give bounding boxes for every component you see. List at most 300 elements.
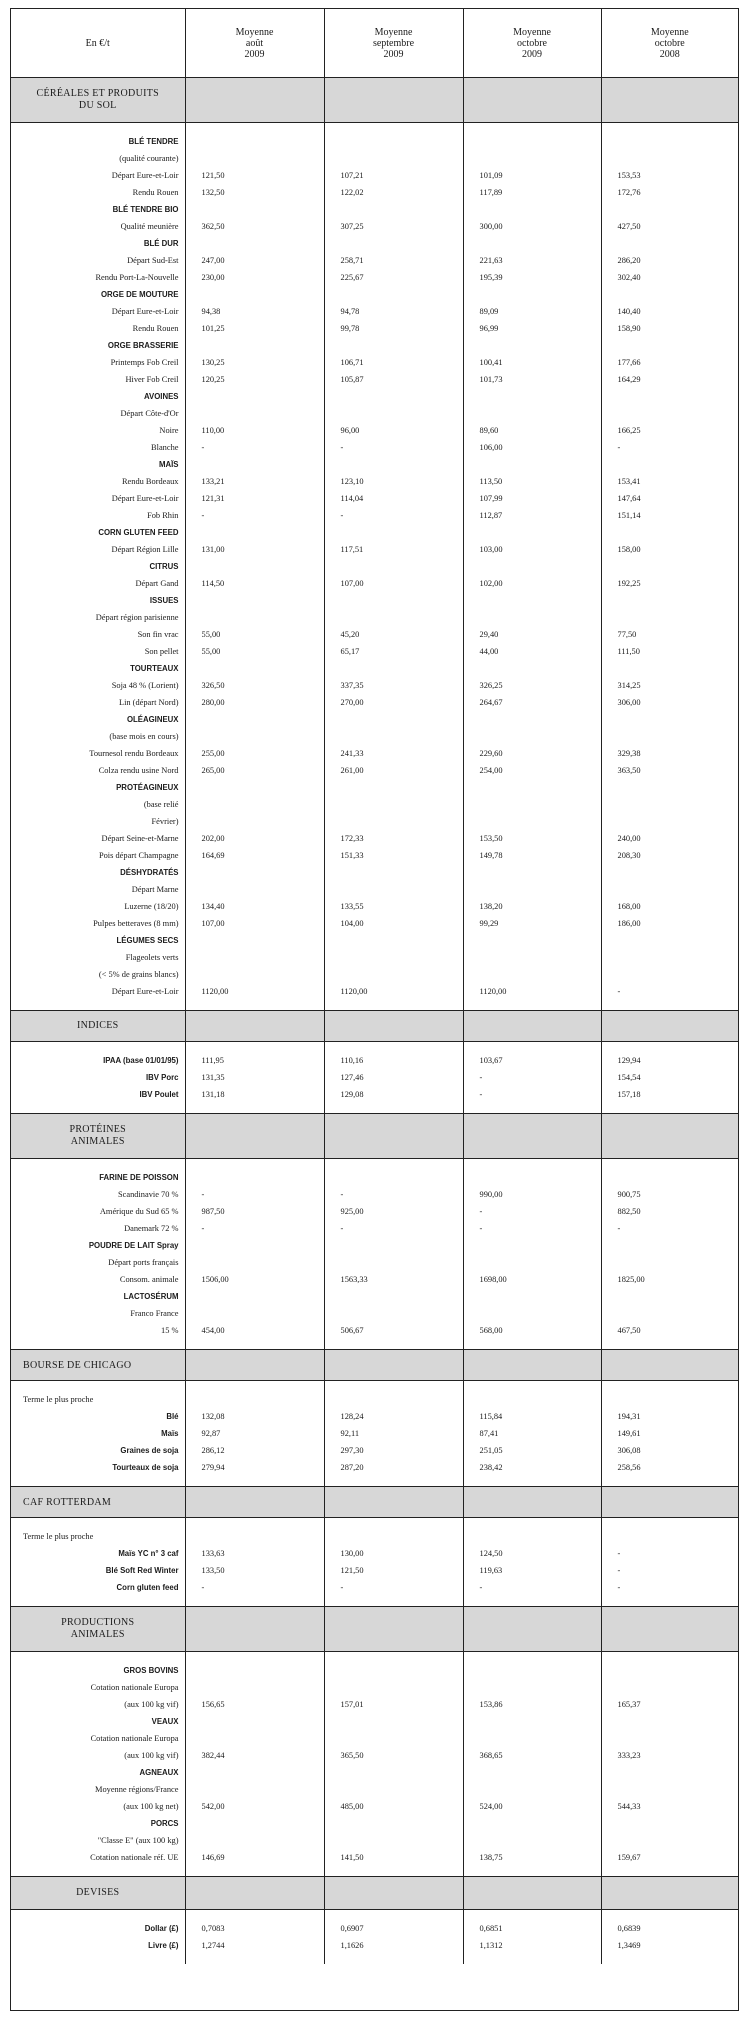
row-value (601, 1730, 738, 1747)
section-title: CAF ROTTERDAM (11, 1487, 185, 1518)
row-value: 107,00 (324, 575, 463, 592)
row-label: Blé Soft Red Winter (105, 1565, 179, 1575)
row-value (601, 388, 738, 405)
row-value (185, 949, 324, 966)
spacer-cell (463, 123, 601, 134)
row-value (185, 813, 324, 830)
row-value (324, 405, 463, 422)
row-value: 106,71 (324, 354, 463, 371)
row-value (185, 456, 324, 473)
row-value (601, 1169, 738, 1186)
row-value (185, 524, 324, 541)
row-value: 101,25 (185, 320, 324, 337)
table-row (11, 524, 738, 541)
row-value (601, 1391, 738, 1408)
row-value: 129,08 (324, 1086, 463, 1103)
row-value (324, 711, 463, 728)
row-value (601, 932, 738, 949)
table-row (11, 796, 738, 813)
table-row (11, 371, 738, 388)
row-label: IPAA (base 01/01/95) (103, 1055, 179, 1065)
spacer-cell (185, 1476, 324, 1487)
row-value (463, 558, 601, 575)
row-value: 131,18 (185, 1086, 324, 1103)
row-value: 104,00 (324, 915, 463, 932)
row-value: 0,6907 (324, 1920, 463, 1937)
spacer-cell (463, 1596, 601, 1607)
row-label: ORGE BRASSERIE (107, 340, 179, 350)
spacer-cell (11, 1596, 185, 1607)
row-value: 94,78 (324, 303, 463, 320)
row-label: FARINE DE POISSON (99, 1172, 179, 1182)
row-label: Février) (151, 816, 179, 826)
spacer-row (11, 1000, 738, 1011)
row-value: - (463, 1069, 601, 1086)
row-value (601, 1713, 738, 1730)
row-value (324, 1662, 463, 1679)
row-value (324, 201, 463, 218)
row-value (601, 779, 738, 796)
row-value: 0,6851 (463, 1920, 601, 1937)
section-header-cell (185, 1114, 324, 1159)
column-header-oct-2008: Moyenne octobre 2008 (601, 9, 738, 78)
table-row (11, 1408, 738, 1425)
spacer-cell (324, 1518, 463, 1529)
row-value: 159,67 (601, 1849, 738, 1866)
row-value: - (601, 1545, 738, 1562)
row-value (463, 1169, 601, 1186)
row-value (601, 286, 738, 303)
row-label: LACTOSÉRUM (123, 1291, 179, 1301)
row-value: 333,23 (601, 1747, 738, 1764)
row-label: (< 5% de grains blancs) (98, 969, 179, 979)
row-value (601, 405, 738, 422)
row-value: 133,21 (185, 473, 324, 490)
table-row (11, 1528, 738, 1545)
row-value: 164,29 (601, 371, 738, 388)
section-header-cell (185, 1350, 324, 1381)
row-label: Maïs YC n° 3 caf (118, 1548, 179, 1558)
column-header-sep-2009: Moyenne septembre 2009 (324, 9, 463, 78)
spacer-cell (324, 1159, 463, 1170)
row-value (463, 201, 601, 218)
row-value: 131,35 (185, 1069, 324, 1086)
row-label: TOURTEAUX (130, 663, 179, 673)
row-value: 123,10 (324, 473, 463, 490)
row-value: 987,50 (185, 1203, 324, 1220)
spacer-cell (324, 1042, 463, 1053)
row-value (185, 133, 324, 150)
row-value (324, 728, 463, 745)
table-row (11, 609, 738, 626)
row-value (324, 337, 463, 354)
row-value: 568,00 (463, 1322, 601, 1339)
row-label: ORGE DE MOUTURE (100, 289, 179, 299)
row-value: 138,75 (463, 1849, 601, 1866)
row-value: 238,42 (463, 1459, 601, 1476)
table-row (11, 881, 738, 898)
unit-header: En €/t (11, 9, 185, 78)
table-row (11, 1832, 738, 1849)
row-value: 202,00 (185, 830, 324, 847)
row-value: - (601, 1562, 738, 1579)
row-value (185, 932, 324, 949)
spacer-cell (185, 1954, 324, 1964)
row-value: 326,50 (185, 677, 324, 694)
table-row (11, 1305, 738, 1322)
row-value: 329,38 (601, 745, 738, 762)
row-label: (aux 100 kg net) (123, 1801, 179, 1811)
row-value: 221,63 (463, 252, 601, 269)
spacer-cell (463, 1381, 601, 1392)
section-header-cell (601, 1011, 738, 1042)
row-label: Départ Seine-et-Marne (101, 833, 179, 843)
table-row (11, 1798, 738, 1815)
row-label: Consom. animale (119, 1274, 179, 1284)
row-label: Amérique du Sud 65 % (99, 1206, 179, 1216)
table-row (11, 1815, 738, 1832)
row-value (324, 1254, 463, 1271)
spacer-cell (11, 1159, 185, 1170)
row-value: 153,53 (601, 167, 738, 184)
row-value: 117,89 (463, 184, 601, 201)
spacer-cell (185, 1596, 324, 1607)
table-row (11, 1781, 738, 1798)
row-value: 121,50 (324, 1562, 463, 1579)
section-header-cell (324, 1607, 463, 1652)
table-row (11, 439, 738, 456)
spacer-row (11, 1954, 738, 1964)
row-value: 103,67 (463, 1052, 601, 1069)
row-value: 99,29 (463, 915, 601, 932)
table-row (11, 864, 738, 881)
row-value (463, 1288, 601, 1305)
spacer-cell (11, 1042, 185, 1053)
section-header-cell (324, 78, 463, 123)
table-row (11, 167, 738, 184)
row-value: 306,08 (601, 1442, 738, 1459)
row-value: 92,11 (324, 1425, 463, 1442)
spacer-cell (463, 1910, 601, 1921)
table-row (11, 1696, 738, 1713)
row-value: 194,31 (601, 1408, 738, 1425)
section-title: BOURSE DE CHICAGO (11, 1350, 185, 1381)
row-value (185, 201, 324, 218)
spacer-cell (324, 1103, 463, 1114)
row-value (324, 1528, 463, 1545)
section-title: CÉRÉALES ET PRODUITS DU SOL (11, 78, 185, 123)
row-value: 164,69 (185, 847, 324, 864)
row-label: Rendu Port-La-Nouvelle (95, 272, 179, 282)
row-label: Cotation nationale Europa (90, 1682, 179, 1692)
row-value (601, 456, 738, 473)
section-header-row (11, 1011, 738, 1042)
table-row (11, 1730, 738, 1747)
row-label: Départ Eure-et-Loir (111, 170, 179, 180)
spacer-cell (601, 1866, 738, 1877)
row-value (324, 456, 463, 473)
row-label: Pois départ Champagne (98, 850, 179, 860)
row-value: 153,50 (463, 830, 601, 847)
row-value (601, 966, 738, 983)
row-value: 362,50 (185, 218, 324, 235)
row-value (185, 1528, 324, 1545)
section-header-cell (324, 1487, 463, 1518)
row-label: VEAUX (151, 1716, 179, 1726)
row-label: (base relié (143, 799, 179, 809)
row-value: 45,20 (324, 626, 463, 643)
spacer-cell (11, 1476, 185, 1487)
row-value (185, 592, 324, 609)
table-row (11, 1562, 738, 1579)
row-value: 113,50 (463, 473, 601, 490)
spacer-cell (11, 1866, 185, 1877)
row-value: - (185, 1579, 324, 1596)
row-value (185, 1237, 324, 1254)
table-row (11, 269, 738, 286)
row-value: - (324, 507, 463, 524)
table-row (11, 1086, 738, 1103)
spacer-cell (185, 1042, 324, 1053)
row-label: Lin (départ Nord) (118, 697, 179, 707)
row-value: - (185, 439, 324, 456)
row-value (601, 1764, 738, 1781)
row-value (601, 1832, 738, 1849)
row-label: POUDRE DE LAIT Spray (88, 1240, 179, 1250)
row-label: Dollar (£) (144, 1923, 179, 1933)
row-value (324, 864, 463, 881)
row-value (324, 660, 463, 677)
row-value (185, 1832, 324, 1849)
row-label: GROS BOVINS (123, 1665, 179, 1675)
row-label: Tourteaux de soja (112, 1462, 179, 1472)
row-value: - (601, 1579, 738, 1596)
spacer-cell (324, 1476, 463, 1487)
row-value (324, 932, 463, 949)
spacer-cell (185, 1518, 324, 1529)
spacer-cell (324, 1910, 463, 1921)
column-header-oct-2009: Moyenne octobre 2009 (463, 9, 601, 78)
row-value: 300,00 (463, 218, 601, 235)
table-row (11, 1747, 738, 1764)
row-value: 100,41 (463, 354, 601, 371)
row-value: 990,00 (463, 1186, 601, 1203)
row-value (601, 1254, 738, 1271)
row-value: 280,00 (185, 694, 324, 711)
spacer-row (11, 123, 738, 134)
row-label: Départ Eure-et-Loir (111, 986, 179, 996)
row-value: 287,20 (324, 1459, 463, 1476)
row-value (324, 813, 463, 830)
row-value (185, 1679, 324, 1696)
spacer-row (11, 1339, 738, 1350)
row-label: Départ Eure-et-Loir (111, 306, 179, 316)
table-row (11, 1662, 738, 1679)
spacer-cell (463, 1866, 601, 1877)
row-value: - (185, 1220, 324, 1237)
table-row (11, 1579, 738, 1596)
row-value (463, 881, 601, 898)
spacer-row (11, 1476, 738, 1487)
row-label: Printemps Fob Creil (110, 357, 179, 367)
table-row (11, 1052, 738, 1069)
row-value: 94,38 (185, 303, 324, 320)
row-label: Graines de soja (120, 1445, 179, 1455)
spacer-cell (324, 1866, 463, 1877)
row-value: 149,61 (601, 1425, 738, 1442)
table-row (11, 966, 738, 983)
table-row (11, 235, 738, 252)
table-row (11, 830, 738, 847)
table-row (11, 405, 738, 422)
row-value: 103,00 (463, 541, 601, 558)
row-value: - (463, 1579, 601, 1596)
table-row (11, 1069, 738, 1086)
table-row (11, 303, 738, 320)
row-value (185, 1662, 324, 1679)
row-value: 153,41 (601, 473, 738, 490)
row-value: 133,63 (185, 1545, 324, 1562)
row-label: Maïs (161, 1428, 179, 1438)
row-label: Blanche (151, 442, 179, 452)
table-row (11, 711, 738, 728)
row-label: Terme le plus proche (23, 1394, 94, 1404)
row-value (324, 150, 463, 167)
row-label: Tournesol rendu Bordeaux (89, 748, 179, 758)
row-value (601, 133, 738, 150)
row-value: 141,50 (324, 1849, 463, 1866)
section-header-cell (601, 1607, 738, 1652)
spacer-cell (324, 1000, 463, 1011)
row-value: 225,67 (324, 269, 463, 286)
row-value (185, 796, 324, 813)
row-value: - (324, 1220, 463, 1237)
row-value (463, 660, 601, 677)
row-value (463, 1713, 601, 1730)
spacer-cell (185, 1866, 324, 1877)
row-value: 900,75 (601, 1186, 738, 1203)
section-header-cell (601, 1487, 738, 1518)
table-row (11, 456, 738, 473)
row-label: (aux 100 kg vif) (124, 1750, 179, 1760)
row-label: Hiver Fob Creil (125, 374, 179, 384)
section-header-cell (463, 1877, 601, 1910)
section-header-cell (324, 1114, 463, 1159)
row-value (601, 558, 738, 575)
row-value: 882,50 (601, 1203, 738, 1220)
table-row (11, 1203, 738, 1220)
table-row (11, 1220, 738, 1237)
row-value: 153,86 (463, 1696, 601, 1713)
spacer-cell (463, 1954, 601, 1964)
row-value: 89,09 (463, 303, 601, 320)
table-row (11, 1254, 738, 1271)
section-header-cell (185, 1011, 324, 1042)
section-title: DEVISES (11, 1877, 185, 1910)
row-value (463, 1764, 601, 1781)
row-value: 134,40 (185, 898, 324, 915)
row-label: IBV Poulet (139, 1089, 179, 1099)
table-row (11, 1288, 738, 1305)
row-label: ISSUES (149, 595, 179, 605)
row-value (324, 1391, 463, 1408)
section-title: PRODUCTIONS ANIMALES (11, 1607, 185, 1652)
row-value: 177,66 (601, 354, 738, 371)
spacer-cell (324, 1381, 463, 1392)
row-value: 147,64 (601, 490, 738, 507)
row-value: 314,25 (601, 677, 738, 694)
row-value: - (601, 983, 738, 1000)
row-value: 255,00 (185, 745, 324, 762)
table-row (11, 1459, 738, 1476)
spacer-cell (463, 1476, 601, 1487)
section-header-row (11, 1350, 738, 1381)
row-label: OLÉAGINEUX (126, 714, 179, 724)
row-label: Départ Sud-Est (127, 255, 179, 265)
row-value: 254,00 (463, 762, 601, 779)
spacer-cell (185, 1000, 324, 1011)
row-value: 107,99 (463, 490, 601, 507)
row-value: 87,41 (463, 1425, 601, 1442)
spacer-cell (185, 1910, 324, 1921)
row-value: 1698,00 (463, 1271, 601, 1288)
section-header-cell (463, 1487, 601, 1518)
row-label: Corn gluten feed (116, 1582, 179, 1592)
table-row (11, 507, 738, 524)
row-label: Franco France (130, 1308, 179, 1318)
row-value: 279,94 (185, 1459, 324, 1476)
row-value (601, 796, 738, 813)
row-value: 96,99 (463, 320, 601, 337)
column-header-aug-2009: Moyenne août 2009 (185, 9, 324, 78)
row-value (185, 966, 324, 983)
row-label: Colza rendu usine Nord (98, 765, 179, 775)
row-value (324, 133, 463, 150)
row-value: - (463, 1086, 601, 1103)
spacer-row (11, 1159, 738, 1170)
spacer-cell (601, 1954, 738, 1964)
row-value (185, 1815, 324, 1832)
row-value: 1825,00 (601, 1271, 738, 1288)
spacer-cell (601, 1339, 738, 1350)
row-value: 29,40 (463, 626, 601, 643)
row-value: 297,30 (324, 1442, 463, 1459)
row-value (601, 1528, 738, 1545)
section-header-row (11, 78, 738, 123)
row-value (463, 524, 601, 541)
row-value: 127,46 (324, 1069, 463, 1086)
row-value: 89,60 (463, 422, 601, 439)
table-row (11, 1713, 738, 1730)
table-row (11, 762, 738, 779)
row-label: Pulpes betteraves (8 mm) (93, 918, 179, 928)
row-value: - (601, 439, 738, 456)
row-label: 15 % (161, 1325, 179, 1335)
row-value: 247,00 (185, 252, 324, 269)
row-value: 157,01 (324, 1696, 463, 1713)
table-row (11, 813, 738, 830)
spacer-cell (185, 1381, 324, 1392)
spacer-cell (463, 1518, 601, 1529)
row-value (185, 388, 324, 405)
row-value (324, 235, 463, 252)
table-row (11, 1442, 738, 1459)
table-row (11, 1849, 738, 1866)
row-value: 117,51 (324, 541, 463, 558)
row-value: - (601, 1220, 738, 1237)
row-value (463, 813, 601, 830)
table-row (11, 626, 738, 643)
